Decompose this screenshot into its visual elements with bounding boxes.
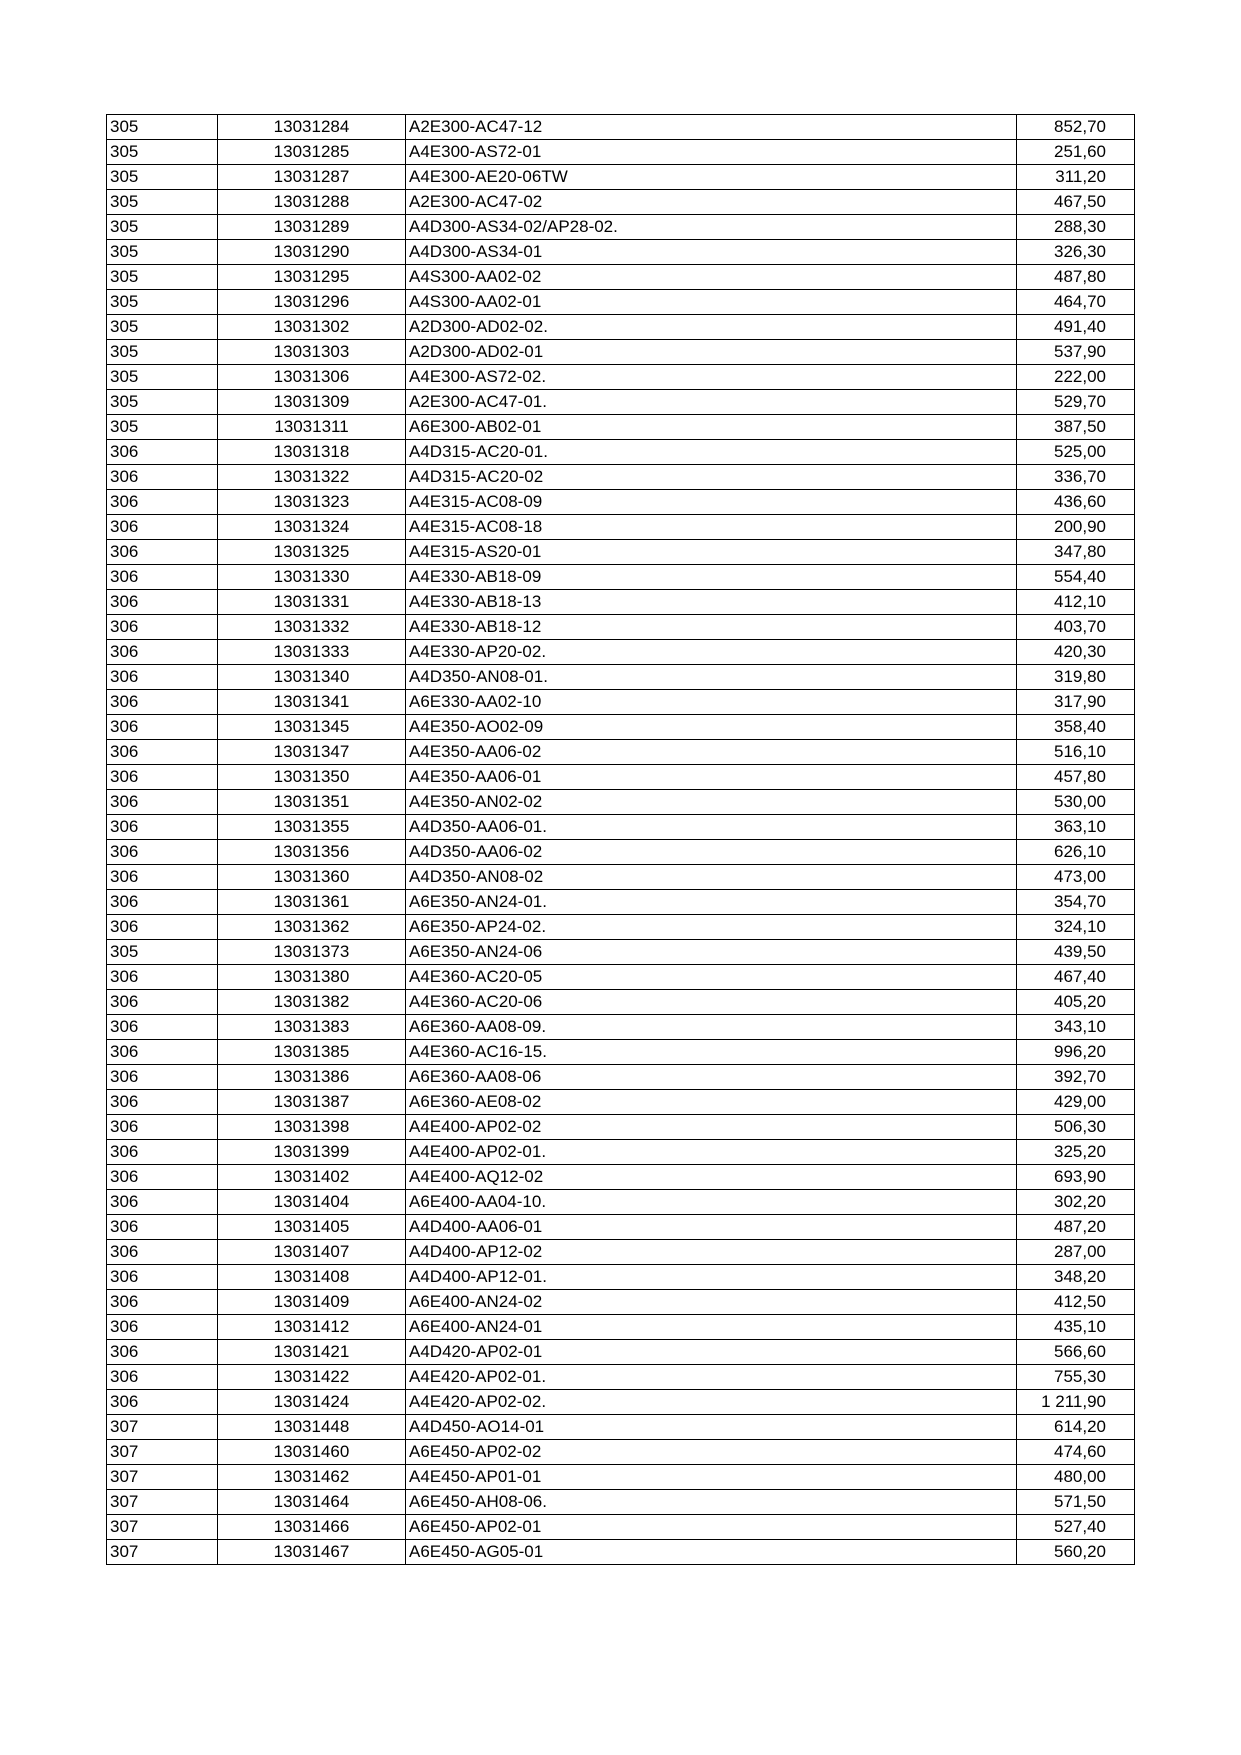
table-row	[107, 1415, 1135, 1440]
reference-cell: A4E300-AE20-06TW	[406, 165, 1017, 190]
code-cell: 13031402	[218, 1165, 406, 1190]
group-cell: 307	[107, 1415, 218, 1440]
code-cell: 13031347	[218, 740, 406, 765]
table-row	[107, 115, 1135, 140]
code-cell: 13031289	[218, 215, 406, 240]
reference-cell: A6E350-AN24-01.	[406, 890, 1017, 915]
group-cell: 305	[107, 240, 218, 265]
group-cell: 305	[107, 190, 218, 215]
reference-cell: A4D400-AP12-01.	[406, 1265, 1017, 1290]
code-cell: 13031409	[218, 1290, 406, 1315]
table-row	[107, 690, 1135, 715]
reference-cell: A6E350-AP24-02.	[406, 915, 1017, 940]
price-cell: 626,10	[1017, 840, 1135, 865]
reference-cell: A2E300-AC47-01.	[406, 390, 1017, 415]
table-row	[107, 265, 1135, 290]
table-row	[107, 590, 1135, 615]
code-cell: 13031387	[218, 1090, 406, 1115]
code-cell: 13031332	[218, 615, 406, 640]
table-row	[107, 665, 1135, 690]
code-cell: 13031407	[218, 1240, 406, 1265]
price-cell: 1 211,90	[1017, 1390, 1135, 1415]
code-cell: 13031373	[218, 940, 406, 965]
group-cell: 306	[107, 615, 218, 640]
price-cell: 288,30	[1017, 215, 1135, 240]
group-cell: 305	[107, 340, 218, 365]
group-cell: 306	[107, 640, 218, 665]
group-cell: 306	[107, 515, 218, 540]
code-cell: 13031295	[218, 265, 406, 290]
reference-cell: A4S300-AA02-02	[406, 265, 1017, 290]
table-row	[107, 890, 1135, 915]
reference-cell: A4E360-AC20-06	[406, 990, 1017, 1015]
code-cell: 13031284	[218, 115, 406, 140]
reference-cell: A2D300-AD02-01	[406, 340, 1017, 365]
reference-cell: A4E360-AC16-15.	[406, 1040, 1017, 1065]
code-cell: 13031412	[218, 1315, 406, 1340]
price-cell: 457,80	[1017, 765, 1135, 790]
group-cell: 306	[107, 1215, 218, 1240]
price-cell: 392,70	[1017, 1065, 1135, 1090]
table-row	[107, 415, 1135, 440]
table-row	[107, 1140, 1135, 1165]
price-cell: 435,10	[1017, 1315, 1135, 1340]
price-cell: 474,60	[1017, 1440, 1135, 1465]
reference-cell: A4E420-AP02-01.	[406, 1365, 1017, 1390]
code-cell: 13031318	[218, 440, 406, 465]
code-cell: 13031385	[218, 1040, 406, 1065]
reference-cell: A6E400-AN24-02	[406, 1290, 1017, 1315]
table-row	[107, 140, 1135, 165]
table-row	[107, 465, 1135, 490]
group-cell: 306	[107, 865, 218, 890]
reference-cell: A4E330-AB18-12	[406, 615, 1017, 640]
reference-cell: A4E330-AP20-02.	[406, 640, 1017, 665]
table-row	[107, 1040, 1135, 1065]
reference-cell: A4E315-AC08-09	[406, 490, 1017, 515]
reference-cell: A4E400-AP02-02	[406, 1115, 1017, 1140]
reference-cell: A4E400-AP02-01.	[406, 1140, 1017, 1165]
code-cell: 13031399	[218, 1140, 406, 1165]
code-cell: 13031408	[218, 1265, 406, 1290]
price-cell: 525,00	[1017, 440, 1135, 465]
group-cell: 306	[107, 965, 218, 990]
table-row	[107, 1115, 1135, 1140]
group-cell: 307	[107, 1540, 218, 1565]
price-cell: 554,40	[1017, 565, 1135, 590]
code-cell: 13031311	[218, 415, 406, 440]
group-cell: 306	[107, 1015, 218, 1040]
table-row	[107, 1015, 1135, 1040]
group-cell: 305	[107, 365, 218, 390]
group-cell: 306	[107, 440, 218, 465]
reference-cell: A4S300-AA02-01	[406, 290, 1017, 315]
table-row	[107, 865, 1135, 890]
reference-cell: A4D420-AP02-01	[406, 1340, 1017, 1365]
group-cell: 306	[107, 465, 218, 490]
group-cell: 305	[107, 940, 218, 965]
reference-cell: A4E350-AA06-02	[406, 740, 1017, 765]
code-cell: 13031355	[218, 815, 406, 840]
price-cell: 566,60	[1017, 1340, 1135, 1365]
reference-cell: A4E350-AO02-09	[406, 715, 1017, 740]
group-cell: 306	[107, 665, 218, 690]
price-cell: 287,00	[1017, 1240, 1135, 1265]
reference-cell: A4D400-AP12-02	[406, 1240, 1017, 1265]
price-cell: 354,70	[1017, 890, 1135, 915]
group-cell: 306	[107, 1315, 218, 1340]
reference-cell: A4D300-AS34-01	[406, 240, 1017, 265]
code-cell: 13031285	[218, 140, 406, 165]
price-cell: 326,30	[1017, 240, 1135, 265]
price-cell: 467,50	[1017, 190, 1135, 215]
table-row	[107, 840, 1135, 865]
reference-cell: A4E315-AS20-01	[406, 540, 1017, 565]
table-row	[107, 190, 1135, 215]
price-cell: 405,20	[1017, 990, 1135, 1015]
price-cell: 529,70	[1017, 390, 1135, 415]
price-cell: 693,90	[1017, 1165, 1135, 1190]
table-row	[107, 515, 1135, 540]
table-row	[107, 340, 1135, 365]
table-row	[107, 390, 1135, 415]
table-row	[107, 1440, 1135, 1465]
group-cell: 306	[107, 1265, 218, 1290]
code-cell: 13031421	[218, 1340, 406, 1365]
code-cell: 13031330	[218, 565, 406, 590]
reference-cell: A4E360-AC20-05	[406, 965, 1017, 990]
price-cell: 403,70	[1017, 615, 1135, 640]
price-cell: 311,20	[1017, 165, 1135, 190]
table-row	[107, 740, 1135, 765]
group-cell: 305	[107, 315, 218, 340]
table-row	[107, 1215, 1135, 1240]
group-cell: 305	[107, 115, 218, 140]
price-cell: 358,40	[1017, 715, 1135, 740]
group-cell: 306	[107, 740, 218, 765]
code-cell: 13031333	[218, 640, 406, 665]
table-row	[107, 1090, 1135, 1115]
price-cell: 996,20	[1017, 1040, 1135, 1065]
table-row	[107, 540, 1135, 565]
code-cell: 13031356	[218, 840, 406, 865]
price-cell: 436,60	[1017, 490, 1135, 515]
group-cell: 306	[107, 1065, 218, 1090]
price-cell: 429,00	[1017, 1090, 1135, 1115]
table-row	[107, 1315, 1135, 1340]
code-cell: 13031309	[218, 390, 406, 415]
reference-cell: A4E330-AB18-09	[406, 565, 1017, 590]
group-cell: 305	[107, 215, 218, 240]
reference-cell: A4D315-AC20-01.	[406, 440, 1017, 465]
table-row	[107, 1515, 1135, 1540]
table-row	[107, 990, 1135, 1015]
code-cell: 13031462	[218, 1465, 406, 1490]
reference-cell: A6E360-AA08-09.	[406, 1015, 1017, 1040]
code-cell: 13031287	[218, 165, 406, 190]
reference-cell: A6E400-AA04-10.	[406, 1190, 1017, 1215]
group-cell: 306	[107, 715, 218, 740]
reference-cell: A4D350-AA06-01.	[406, 815, 1017, 840]
code-cell: 13031380	[218, 965, 406, 990]
reference-cell: A4D400-AA06-01	[406, 1215, 1017, 1240]
price-cell: 439,50	[1017, 940, 1135, 965]
price-cell: 473,00	[1017, 865, 1135, 890]
reference-cell: A4E330-AB18-13	[406, 590, 1017, 615]
reference-cell: A4E400-AQ12-02	[406, 1165, 1017, 1190]
price-cell: 487,20	[1017, 1215, 1135, 1240]
reference-cell: A6E450-AP02-01	[406, 1515, 1017, 1540]
group-cell: 306	[107, 1390, 218, 1415]
code-cell: 13031424	[218, 1390, 406, 1415]
code-cell: 13031386	[218, 1065, 406, 1090]
table-row	[107, 640, 1135, 665]
group-cell: 306	[107, 840, 218, 865]
price-cell: 516,10	[1017, 740, 1135, 765]
group-cell: 306	[107, 590, 218, 615]
group-cell: 306	[107, 1190, 218, 1215]
reference-cell: A4E350-AN02-02	[406, 790, 1017, 815]
table-row	[107, 290, 1135, 315]
price-table-body	[107, 115, 1135, 1565]
price-cell: 319,80	[1017, 665, 1135, 690]
code-cell: 13031324	[218, 515, 406, 540]
table-row	[107, 965, 1135, 990]
reference-cell: A4D350-AA06-02	[406, 840, 1017, 865]
group-cell: 306	[107, 1040, 218, 1065]
group-cell: 306	[107, 790, 218, 815]
group-cell: 306	[107, 915, 218, 940]
reference-cell: A6E450-AH08-06.	[406, 1490, 1017, 1515]
code-cell: 13031345	[218, 715, 406, 740]
table-row	[107, 815, 1135, 840]
table-row	[107, 1290, 1135, 1315]
table-row	[107, 1465, 1135, 1490]
code-cell: 13031467	[218, 1540, 406, 1565]
reference-cell: A4D300-AS34-02/AP28-02.	[406, 215, 1017, 240]
table-row	[107, 1165, 1135, 1190]
code-cell: 13031306	[218, 365, 406, 390]
code-cell: 13031340	[218, 665, 406, 690]
table-row	[107, 215, 1135, 240]
price-cell: 491,40	[1017, 315, 1135, 340]
group-cell: 306	[107, 1340, 218, 1365]
reference-cell: A4E420-AP02-02.	[406, 1390, 1017, 1415]
table-row	[107, 1390, 1135, 1415]
table-row	[107, 440, 1135, 465]
code-cell: 13031460	[218, 1440, 406, 1465]
table-row	[107, 790, 1135, 815]
group-cell: 306	[107, 1115, 218, 1140]
reference-cell: A4D350-AN08-01.	[406, 665, 1017, 690]
code-cell: 13031288	[218, 190, 406, 215]
group-cell: 306	[107, 565, 218, 590]
code-cell: 13031362	[218, 915, 406, 940]
table-row	[107, 315, 1135, 340]
table-row	[107, 1490, 1135, 1515]
price-cell: 387,50	[1017, 415, 1135, 440]
reference-cell: A2E300-AC47-02	[406, 190, 1017, 215]
price-cell: 852,70	[1017, 115, 1135, 140]
reference-cell: A6E300-AB02-01	[406, 415, 1017, 440]
group-cell: 307	[107, 1490, 218, 1515]
price-cell: 200,90	[1017, 515, 1135, 540]
code-cell: 13031290	[218, 240, 406, 265]
code-cell: 13031404	[218, 1190, 406, 1215]
price-cell: 467,40	[1017, 965, 1135, 990]
code-cell: 13031448	[218, 1415, 406, 1440]
reference-cell: A4E300-AS72-01	[406, 140, 1017, 165]
group-cell: 307	[107, 1515, 218, 1540]
reference-cell: A4D350-AN08-02	[406, 865, 1017, 890]
table-row	[107, 165, 1135, 190]
price-cell: 412,50	[1017, 1290, 1135, 1315]
table-row	[107, 240, 1135, 265]
table-row	[107, 1190, 1135, 1215]
code-cell: 13031325	[218, 540, 406, 565]
code-cell: 13031296	[218, 290, 406, 315]
table-row	[107, 1065, 1135, 1090]
code-cell: 13031466	[218, 1515, 406, 1540]
group-cell: 306	[107, 990, 218, 1015]
price-cell: 527,40	[1017, 1515, 1135, 1540]
reference-cell: A4D315-AC20-02	[406, 465, 1017, 490]
group-cell: 305	[107, 165, 218, 190]
code-cell: 13031398	[218, 1115, 406, 1140]
price-cell: 464,70	[1017, 290, 1135, 315]
reference-cell: A2D300-AD02-02.	[406, 315, 1017, 340]
price-cell: 325,20	[1017, 1140, 1135, 1165]
group-cell: 305	[107, 390, 218, 415]
reference-cell: A4E350-AA06-01	[406, 765, 1017, 790]
group-cell: 306	[107, 815, 218, 840]
code-cell: 13031302	[218, 315, 406, 340]
price-cell: 222,00	[1017, 365, 1135, 390]
price-cell: 487,80	[1017, 265, 1135, 290]
code-cell: 13031361	[218, 890, 406, 915]
reference-cell: A4E315-AC08-18	[406, 515, 1017, 540]
code-cell: 13031322	[218, 465, 406, 490]
reference-cell: A6E360-AA08-06	[406, 1065, 1017, 1090]
price-cell: 614,20	[1017, 1415, 1135, 1440]
price-cell: 571,50	[1017, 1490, 1135, 1515]
reference-cell: A4D450-AO14-01	[406, 1415, 1017, 1440]
table-row	[107, 565, 1135, 590]
reference-cell: A6E350-AN24-06	[406, 940, 1017, 965]
table-row	[107, 715, 1135, 740]
reference-cell: A6E360-AE08-02	[406, 1090, 1017, 1115]
table-row	[107, 1265, 1135, 1290]
group-cell: 306	[107, 1290, 218, 1315]
price-cell: 336,70	[1017, 465, 1135, 490]
price-cell: 363,10	[1017, 815, 1135, 840]
group-cell: 306	[107, 690, 218, 715]
group-cell: 306	[107, 890, 218, 915]
price-cell: 506,30	[1017, 1115, 1135, 1140]
table-row	[107, 940, 1135, 965]
group-cell: 306	[107, 1090, 218, 1115]
price-cell: 755,30	[1017, 1365, 1135, 1390]
reference-cell: A4E300-AS72-02.	[406, 365, 1017, 390]
table-row	[107, 615, 1135, 640]
group-cell: 307	[107, 1465, 218, 1490]
reference-cell: A6E450-AP02-02	[406, 1440, 1017, 1465]
group-cell: 306	[107, 1240, 218, 1265]
reference-cell: A6E450-AG05-01	[406, 1540, 1017, 1565]
price-cell: 420,30	[1017, 640, 1135, 665]
group-cell: 305	[107, 265, 218, 290]
code-cell: 13031464	[218, 1490, 406, 1515]
group-cell: 306	[107, 1140, 218, 1165]
price-cell: 412,10	[1017, 590, 1135, 615]
code-cell: 13031351	[218, 790, 406, 815]
code-cell: 13031350	[218, 765, 406, 790]
code-cell: 13031405	[218, 1215, 406, 1240]
group-cell: 305	[107, 415, 218, 440]
group-cell: 306	[107, 1365, 218, 1390]
price-cell: 480,00	[1017, 1465, 1135, 1490]
group-cell: 306	[107, 540, 218, 565]
price-cell: 347,80	[1017, 540, 1135, 565]
price-cell: 348,20	[1017, 1265, 1135, 1290]
code-cell: 13031341	[218, 690, 406, 715]
table-row	[107, 1365, 1135, 1390]
reference-cell: A6E400-AN24-01	[406, 1315, 1017, 1340]
table-row	[107, 765, 1135, 790]
price-table	[106, 114, 1135, 1565]
group-cell: 306	[107, 1165, 218, 1190]
table-row	[107, 1540, 1135, 1565]
price-cell: 560,20	[1017, 1540, 1135, 1565]
code-cell: 13031382	[218, 990, 406, 1015]
code-cell: 13031303	[218, 340, 406, 365]
price-cell: 530,00	[1017, 790, 1135, 815]
group-cell: 307	[107, 1440, 218, 1465]
table-row	[107, 1240, 1135, 1265]
code-cell: 13031331	[218, 590, 406, 615]
code-cell: 13031323	[218, 490, 406, 515]
table-row	[107, 1340, 1135, 1365]
price-cell: 302,20	[1017, 1190, 1135, 1215]
price-cell: 317,90	[1017, 690, 1135, 715]
reference-cell: A2E300-AC47-12	[406, 115, 1017, 140]
table-row	[107, 915, 1135, 940]
code-cell: 13031422	[218, 1365, 406, 1390]
price-cell: 343,10	[1017, 1015, 1135, 1040]
group-cell: 306	[107, 490, 218, 515]
table-row	[107, 490, 1135, 515]
price-cell: 537,90	[1017, 340, 1135, 365]
group-cell: 305	[107, 290, 218, 315]
code-cell: 13031360	[218, 865, 406, 890]
group-cell: 306	[107, 765, 218, 790]
code-cell: 13031383	[218, 1015, 406, 1040]
reference-cell: A4E450-AP01-01	[406, 1465, 1017, 1490]
reference-cell: A6E330-AA02-10	[406, 690, 1017, 715]
table-row	[107, 365, 1135, 390]
price-cell: 324,10	[1017, 915, 1135, 940]
group-cell: 305	[107, 140, 218, 165]
price-cell: 251,60	[1017, 140, 1135, 165]
